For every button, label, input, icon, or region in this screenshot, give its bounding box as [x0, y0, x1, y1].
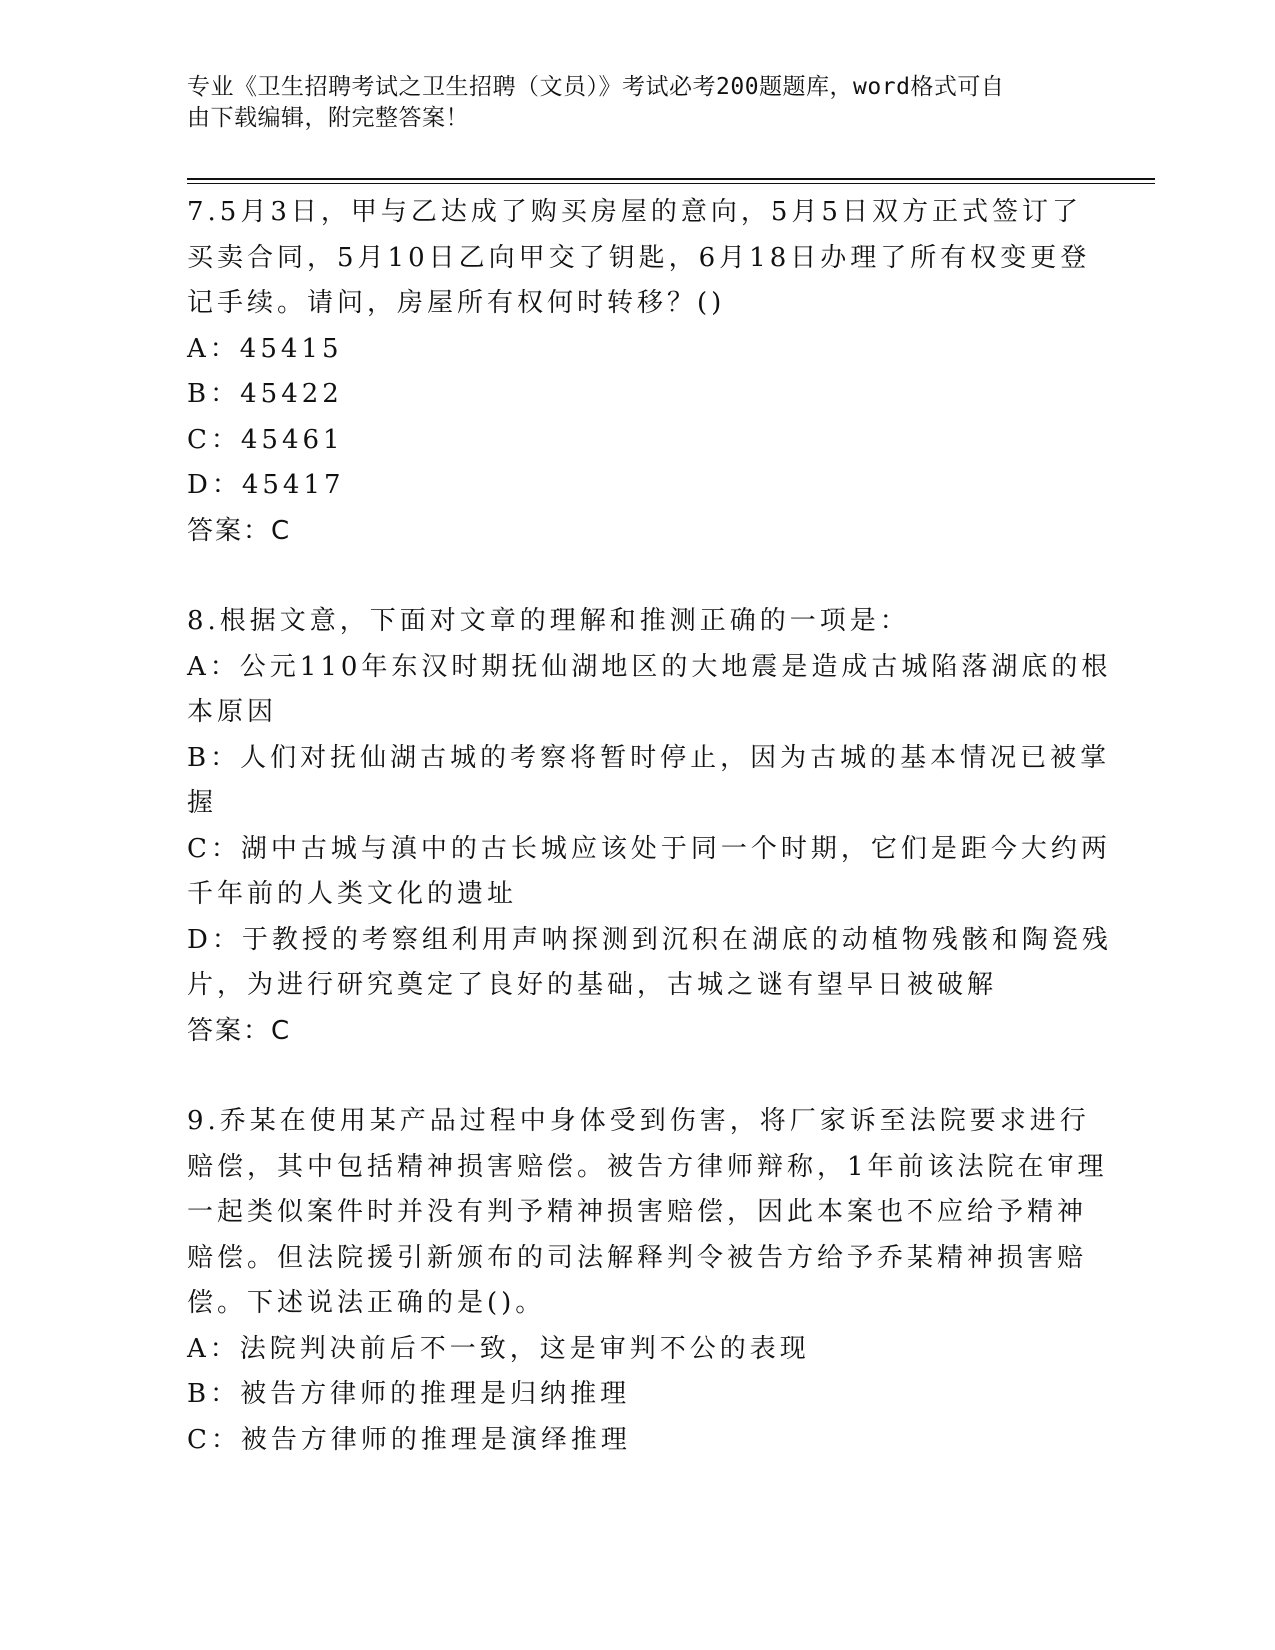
question-spacer	[187, 1054, 1082, 1099]
question-7-option-d: D：45417	[187, 470, 345, 500]
question-7-text-line-1: 7.5月3日，甲与乙达成了购买房屋的意向，5月5日双方正式签订了	[187, 197, 1082, 227]
question-8-option-b-cont: 握	[187, 788, 218, 818]
question-8-option-b: B：人们对抚仙湖古城的考察将暂时停止，因为古城的基本情况已被掌	[187, 742, 1111, 773]
question-list	[187, 190, 1112, 1463]
question-7-answer: 答案：C	[187, 515, 292, 546]
header-line-1: 专业《卫生招聘考试之卫生招聘（文员）》考试必考200题题库，word格式可自	[187, 74, 1005, 100]
question-9-option-a: A：法院判决前后不一致，这是审判不公的表现	[187, 1333, 810, 1364]
question-7-text-line-2: 买卖合同，5月10日乙向甲交了钥匙，6月18日办理了所有权变更登	[187, 242, 1091, 273]
question-8-text-line-1: 8.根据文意，下面对文章的理解和推测正确的一项是：	[187, 606, 910, 636]
question-spacer	[187, 554, 1082, 599]
question-9-option-c: C：被告方律师的推理是演绎推理	[187, 1424, 631, 1455]
document-header	[187, 72, 1067, 134]
question-8-option-d: D：于教授的考察组利用声呐探测到沉积在湖底的动植物残骸和陶瓷残	[187, 924, 1112, 955]
question-8-option-a: A：公元110年东汉时期抚仙湖地区的大地震是造成古城陷落湖底的根	[187, 651, 1112, 682]
question-8-option-d-cont: 片，为进行研究奠定了良好的基础，古城之谜有望早日被破解	[187, 970, 998, 1000]
question-9-text-line-2: 赔偿，其中包括精神损害赔偿。被告方律师辩称，1年前该法院在审理	[187, 1151, 1108, 1182]
question-8-answer: 答案：C	[187, 1015, 292, 1046]
question-7-option-c: C：45461	[187, 424, 344, 455]
header-divider	[187, 178, 1155, 180]
question-9-text-line-5: 偿。下述说法正确的是()。	[187, 1288, 546, 1318]
question-9	[187, 1099, 1108, 1463]
question-8-option-a-cont: 本原因	[187, 697, 278, 727]
header-line-2: 由下载编辑，附完整答案！	[187, 105, 469, 131]
question-9-text-line-3: 一起类似案件时并没有判予精神损害赔偿，因此本案也不应给予精神	[187, 1197, 1088, 1227]
question-7-option-b: B：45422	[187, 379, 343, 409]
question-7	[187, 190, 1091, 554]
question-9-option-b: B：被告方律师的推理是归纳推理	[187, 1379, 631, 1409]
question-8-option-c: C：湖中古城与滇中的古长城应该处于同一个时期，它们是距今大约两	[187, 833, 1111, 864]
header-divider-thin	[187, 183, 1155, 184]
question-8	[187, 599, 1112, 1054]
question-7-text-line-3: 记手续。请问，房屋所有权何时转移？()	[187, 288, 726, 318]
question-9-text-line-4: 赔偿。但法院援引新颁布的司法解释判令被告方给予乔某精神损害赔	[187, 1242, 1088, 1273]
question-7-option-a: A：45415	[187, 333, 343, 364]
question-9-text-line-1: 9.乔某在使用某产品过程中身体受到伤害，将厂家诉至法院要求进行	[187, 1106, 1090, 1136]
question-8-option-c-cont: 千年前的人类文化的遗址	[187, 879, 518, 909]
